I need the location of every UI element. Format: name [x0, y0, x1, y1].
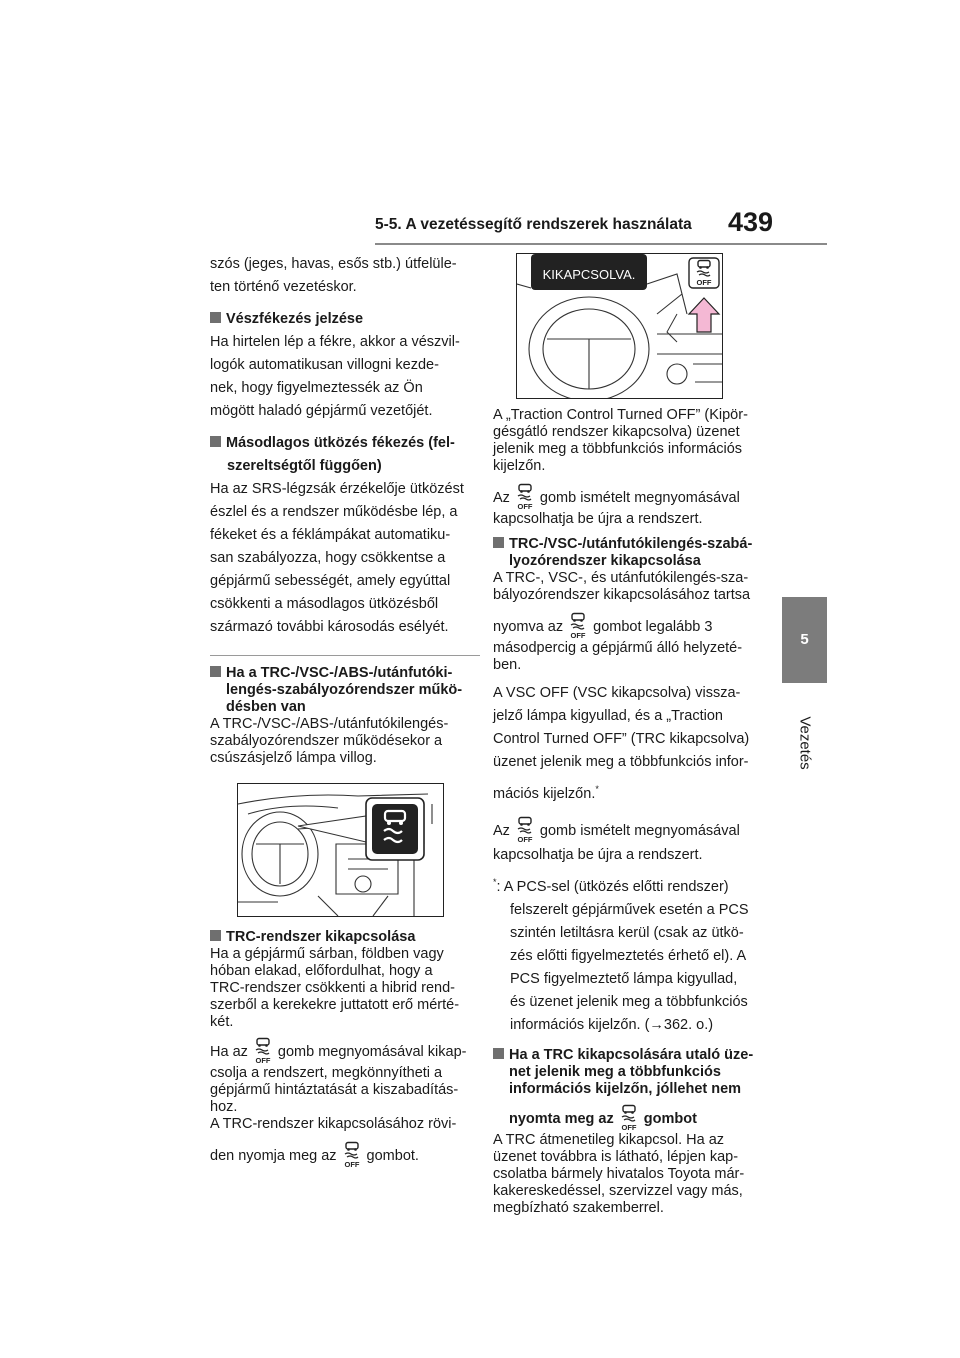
heading-all-off	[493, 536, 763, 553]
para-line: TRC-rendszer csökkenti a hibrid rend-	[210, 980, 455, 996]
trc-off-message-figure	[516, 253, 723, 399]
para-line: mögött haladó gépjármű vezetőjét.	[210, 403, 433, 419]
para-line: Control Turned OFF” (TRC kikapcsolva)	[493, 731, 750, 747]
footnote-line: zés előtti figyelmeztetés érhető el). A	[510, 947, 747, 964]
text-fragment: nyomta meg az	[509, 1110, 614, 1127]
para-line: A TRC-/VSC-/ABS-/utánfutókilengés-	[210, 716, 449, 732]
para-line: szabályozórendszer működésekor a	[210, 733, 443, 749]
para-line: A TRC-rendszer kikapcsolásához rövi-	[210, 1116, 457, 1132]
heading-msg-cont: net jelenik meg a többfunkciós	[509, 1063, 721, 1080]
chapter-label-text: Vezetés	[796, 716, 813, 770]
para-line: kakereskedéssel, szervizzel vagy más,	[493, 1182, 743, 1199]
heading-msg-cont: információs kijelzőn, jóllehet nem	[509, 1080, 742, 1097]
para-line-with-icon	[210, 1037, 480, 1065]
dashboard-illustration	[238, 784, 443, 916]
right-column	[493, 253, 763, 1217]
para-line: csolatba bármely hivatalos Toyota már-	[493, 1165, 745, 1182]
header-rule	[375, 243, 827, 245]
para-line: A TRC-, VSC-, és utánfutókilengés-sza-	[493, 570, 749, 586]
para-line: Ha a gépjármű sárban, földben vagy	[210, 946, 444, 962]
para-line: A VSC OFF (VSC kikapcsolva) vissza-	[493, 685, 741, 701]
bullet-square-icon	[210, 930, 221, 941]
para-line: csökkenti a másodlagos ütközésből	[210, 596, 439, 612]
heading-text: Ha a TRC kikapcsolására utaló üze-	[509, 1046, 754, 1063]
heading-msg	[493, 1047, 763, 1064]
heading-secondary-cont: szereltségtől függően)	[227, 458, 382, 474]
para-line: A TRC átmenetileg kikapcsol. Ha az	[493, 1131, 725, 1148]
intro-line: szós (jeges, havas, esős stb.) útfelüle-	[210, 256, 457, 272]
footnote-line	[493, 871, 763, 899]
trc-off-button-icon	[512, 483, 538, 511]
text-fragment: Az	[493, 490, 510, 506]
para-line-with-icon	[210, 1141, 480, 1169]
para-line: üzenet továbbra is látható, lépjen kap-	[493, 1148, 739, 1165]
kikapcsolva-message-text: KIKAPCSOLVA.	[542, 267, 636, 282]
para-line: megbízható szakemberrel.	[493, 1199, 664, 1216]
footnote-line	[493, 1014, 763, 1037]
trc-off-button-icon	[616, 1104, 642, 1132]
section-divider	[210, 655, 480, 656]
bullet-square-icon	[210, 312, 221, 323]
text-fragment: A PCS-sel (ütközés előtti rendszer)	[503, 878, 729, 895]
para-line: csolja a rendszert, megkönnyítheti a	[210, 1065, 443, 1081]
para-line: nek, hogy figyelmeztessék az Ön	[210, 380, 423, 396]
para-line: gésgátló rendszer kikapcsolva) üzenet	[493, 424, 740, 440]
text-fragment: mációs kijelzőn.	[493, 785, 596, 802]
para-line: két.	[210, 1014, 234, 1030]
left-column	[210, 253, 480, 1169]
bullet-square-icon	[493, 1048, 504, 1059]
heading-emergency	[210, 308, 480, 331]
text-fragment: nyomva az	[493, 619, 564, 635]
text-fragment: gombot.	[366, 1148, 419, 1164]
text-fragment: gomb megnyomásával kikap-	[277, 1044, 467, 1060]
text-fragment: gombot legalább 3	[593, 619, 713, 635]
arrow-icon: →	[649, 1016, 664, 1033]
trc-off-button-icon	[565, 612, 591, 640]
text-fragment: Az	[493, 822, 510, 839]
para-line: üzenet jelenik meg a többfunkciós infor-	[493, 754, 749, 770]
heading-text: TRC-rendszer kikapcsolása	[226, 929, 416, 945]
trc-off-button-icon	[250, 1037, 276, 1065]
footnote-mark: *	[493, 876, 497, 887]
bullet-square-icon	[210, 436, 221, 447]
para-line: kapcsolhatja be újra a rendszert.	[493, 511, 703, 527]
trc-off-button-icon	[512, 816, 538, 844]
para-line: bályozórendszer kikapcsolásához tartsa	[493, 587, 751, 603]
para-line-with-icon	[493, 816, 763, 844]
text-fragment: den nyomja meg az	[210, 1148, 337, 1164]
para-line: san szabályozza, hogy csökkentse a	[210, 550, 446, 566]
bullet-square-icon	[493, 537, 504, 548]
heading-text: TRC-/VSC-/utánfutókilengés-szabá-	[509, 536, 753, 552]
trc-off-button-icon	[339, 1141, 365, 1169]
para-line: szerből a kerekekre juttatott erő mérté-	[210, 997, 460, 1013]
cluster-illustration	[517, 254, 722, 398]
heading-all-off-cont: lyozórendszer kikapcsolása	[509, 553, 701, 569]
footnote	[493, 871, 763, 1037]
text-fragment: Ha az	[210, 1044, 248, 1060]
heading-text: Vészfékezés jelzése	[226, 311, 364, 327]
dashboard-slip-indicator-figure	[237, 783, 444, 917]
para-line: hoz.	[210, 1099, 238, 1115]
footnote-line: és üzenet jelenik meg a többfunkciós	[510, 993, 748, 1010]
section-title: 5-5. A vezetéssegítő rendszerek használata	[375, 216, 692, 233]
chapter-label	[782, 688, 827, 798]
para-line: logók automatikusan villogni kezde-	[210, 357, 439, 373]
heading-text: Ha a TRC-/VSC-/ABS-/utánfutóki-	[226, 665, 453, 681]
para-line: Ha az SRS-légzsák érzékelője ütközést	[210, 481, 464, 497]
para-line: észlel és a rendszer működésbe lép, a	[210, 504, 458, 520]
para-line: kijelzőn.	[493, 458, 546, 474]
bullet-square-icon	[210, 666, 221, 677]
para-line: származó további károsodás esélyét.	[210, 619, 449, 635]
heading-trc-off	[210, 929, 480, 946]
text-fragment: gomb ismételt megnyomásával	[539, 490, 740, 506]
para-line: fékeket és a féklámpákat automatiku-	[210, 527, 451, 543]
text-fragment: gomb ismételt megnyomásával	[539, 822, 740, 839]
heading-msg-cont	[493, 1104, 763, 1132]
text-fragment: gombot	[643, 1110, 697, 1127]
para-line: csúszásjelző lámpa villog.	[210, 750, 377, 766]
para-line-with-icon	[493, 483, 763, 511]
para-line-with-icon	[493, 612, 763, 640]
text-fragment: :	[496, 878, 501, 895]
para-line	[493, 778, 763, 806]
heading-text: Másodlagos ütközés fékezés (fel-	[226, 435, 455, 451]
intro-line: ten történő vezetéskor.	[210, 279, 357, 295]
footnote-mark: *	[595, 784, 599, 794]
chapter-tab: 5	[782, 597, 827, 683]
para-line: ben.	[493, 657, 522, 673]
heading-operating	[210, 665, 480, 682]
footnote-line: PCS figyelmeztető lámpa kigyullad,	[510, 970, 738, 987]
para-line: Ha hirtelen lép a fékre, akkor a vészvil-	[210, 334, 460, 350]
page-number: 439	[728, 207, 774, 237]
para-line: jelenik meg a többfunkciós információs	[493, 441, 743, 457]
para-line: hóban elakad, előfordulhat, hogy a	[210, 963, 433, 979]
para-line: gépjármű sebességét, amely egyúttal	[210, 573, 451, 589]
text-fragment: információs kijelzőn. (	[510, 1016, 650, 1033]
para-line: jelző lámpa kigyullad, és a „Traction	[493, 708, 723, 724]
heading-operating-cont: désben van	[226, 699, 306, 715]
para-line: kapcsolhatja be újra a rendszert.	[493, 846, 703, 863]
para-line: gépjármű hintáztatását a kiszabadítás-	[210, 1082, 459, 1098]
footnote-line: felszerelt gépjárművek esetén a PCS	[510, 901, 749, 918]
footnote-line: szintén letiltásra kerül (csak az ütkö-	[510, 924, 744, 941]
heading-secondary	[210, 432, 480, 455]
para-line: másodpercig a gépjármű álló helyzeté-	[493, 640, 743, 656]
page-reference: 362. o.)	[663, 1016, 714, 1033]
para-line: A „Traction Control Turned OFF” (Kipör-	[493, 407, 748, 423]
heading-operating-cont: lengés-szabályozórendszer műkö-	[226, 682, 463, 698]
